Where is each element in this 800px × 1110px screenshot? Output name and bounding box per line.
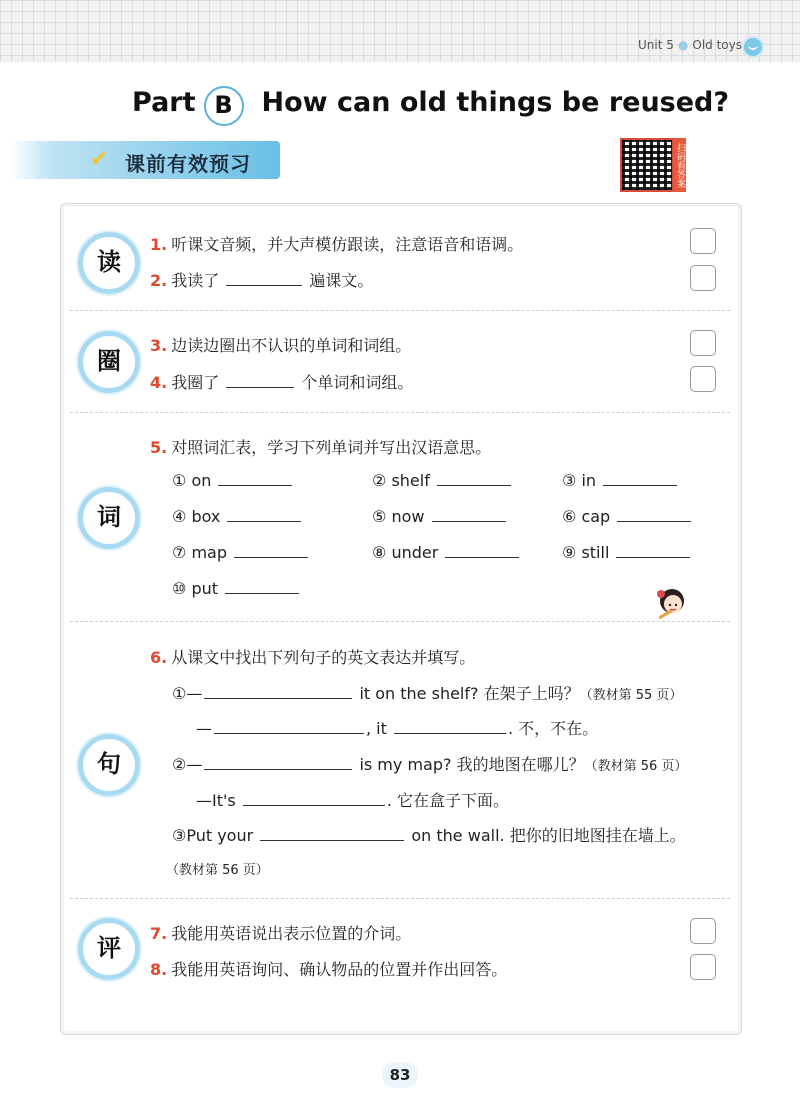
page-title bbox=[132, 86, 729, 126]
item-text-pre: 我圈了 bbox=[171, 373, 220, 392]
sentence-text: it on the shelf? bbox=[359, 684, 479, 703]
vocab-word: in bbox=[581, 471, 597, 490]
fill-blank[interactable] bbox=[616, 543, 690, 558]
checkbox-item-4[interactable] bbox=[690, 366, 716, 392]
item-number: 5. bbox=[150, 438, 168, 457]
fill-blank[interactable] bbox=[226, 373, 294, 388]
checkbox-item-2[interactable] bbox=[690, 265, 716, 291]
sentence-translation: 我的地图在哪儿？ bbox=[456, 755, 585, 774]
vocab-word: under bbox=[391, 543, 439, 562]
dash: — bbox=[196, 719, 212, 738]
badge-words: 词 bbox=[78, 487, 140, 549]
vocab-word: still bbox=[581, 543, 610, 562]
vocab-item bbox=[562, 543, 692, 562]
item-7 bbox=[150, 921, 411, 944]
section-divider bbox=[70, 621, 730, 622]
sentence-translation: 在架子上吗？ bbox=[483, 684, 580, 703]
title-question: How can old things be reused? bbox=[261, 87, 730, 118]
vocab-number: ③ bbox=[562, 471, 577, 490]
vocab-word: on bbox=[191, 471, 212, 490]
title-part: Part bbox=[132, 87, 196, 118]
item-number: 6. bbox=[150, 648, 168, 667]
badge-sentences: 句 bbox=[78, 734, 140, 796]
header-grid-strip bbox=[0, 0, 800, 62]
textbook-reference: （教材第 55 页） bbox=[579, 688, 683, 703]
item-number: 4. bbox=[150, 373, 168, 392]
vocab-item bbox=[562, 507, 693, 526]
item-text-pre: 我读了 bbox=[171, 271, 220, 290]
section-divider bbox=[70, 310, 730, 311]
vocab-word: shelf bbox=[391, 471, 430, 490]
item-text: 我能用英语询问、确认物品的位置并作出回答。 bbox=[171, 960, 508, 979]
vocab-number: ② bbox=[372, 471, 387, 490]
item-4 bbox=[150, 370, 413, 393]
title-part-letter: B bbox=[204, 86, 244, 126]
sentence-translation: . 它在盒子下面。 bbox=[386, 791, 510, 810]
vocab-number: ⑤ bbox=[372, 507, 387, 526]
fill-blank[interactable] bbox=[243, 791, 385, 806]
vocab-item bbox=[172, 579, 301, 598]
sentence-number: ① bbox=[172, 684, 187, 703]
vocab-number: ⑦ bbox=[172, 543, 187, 562]
sentence-text: —It's bbox=[196, 791, 236, 810]
fill-blank[interactable] bbox=[226, 271, 302, 286]
item-number: 3. bbox=[150, 336, 168, 355]
sentence-text: is my map? bbox=[359, 755, 452, 774]
fill-blank[interactable] bbox=[603, 471, 677, 486]
vocab-item bbox=[172, 507, 303, 526]
fill-blank[interactable] bbox=[204, 684, 352, 699]
item-text: 听课文音频，并大声模仿跟读，注意语音和语调。 bbox=[171, 235, 524, 254]
badge-circle: 圈 bbox=[78, 331, 140, 393]
checkbox-item-3[interactable] bbox=[690, 330, 716, 356]
item-text: 边读边圈出不认识的单词和词组。 bbox=[171, 336, 412, 355]
qr-code[interactable] bbox=[620, 138, 686, 192]
item-3 bbox=[150, 333, 411, 356]
vocab-word: put bbox=[191, 579, 219, 598]
unit-topic: Old toys bbox=[692, 38, 742, 52]
badge-evaluate: 评 bbox=[78, 918, 140, 980]
item-number: 7. bbox=[150, 924, 168, 943]
item-6 bbox=[150, 645, 475, 668]
sentence-text: , it bbox=[366, 719, 387, 738]
vocab-item bbox=[372, 471, 513, 490]
section-banner bbox=[10, 141, 280, 179]
textbook-reference: （教材第 56 页） bbox=[166, 863, 269, 878]
sentence-1b bbox=[196, 716, 598, 739]
sentence-translation: 把你的旧地图挂在墙上。 bbox=[509, 826, 686, 845]
vocab-item bbox=[372, 543, 521, 562]
vocab-item bbox=[562, 471, 679, 490]
vocab-word: now bbox=[391, 507, 425, 526]
vocab-item bbox=[172, 543, 310, 562]
vocab-item bbox=[372, 507, 508, 526]
qr-tag: 扫码看答案 bbox=[673, 138, 686, 192]
sentence-text: on the wall. bbox=[411, 826, 505, 845]
item-text: 对照词汇表，学习下列单词并写出汉语意思。 bbox=[171, 438, 492, 457]
checkbox-item-7[interactable] bbox=[690, 918, 716, 944]
sentence-text: Put your bbox=[186, 826, 254, 845]
dash: — bbox=[186, 684, 203, 703]
vocab-word: map bbox=[191, 543, 227, 562]
sentence-number: ② bbox=[172, 755, 187, 774]
sentence-2a bbox=[172, 752, 687, 775]
item-5 bbox=[150, 435, 491, 458]
vocab-number: ④ bbox=[172, 507, 187, 526]
vocab-item bbox=[172, 471, 294, 490]
item-text: 我能用英语说出表示位置的介词。 bbox=[171, 924, 412, 943]
item-number: 2. bbox=[150, 271, 168, 290]
item-text: 从课文中找出下列句子的英文表达并填写。 bbox=[171, 648, 476, 667]
vocab-number: ⑧ bbox=[372, 543, 387, 562]
checkbox-item-8[interactable] bbox=[690, 954, 716, 980]
sentence-1a bbox=[172, 681, 682, 704]
vocab-number: ⑨ bbox=[562, 543, 577, 562]
checkbox-item-1[interactable] bbox=[690, 228, 716, 254]
badge-read: 读 bbox=[78, 232, 140, 294]
vocab-word: cap bbox=[581, 507, 611, 526]
page-number: 83 bbox=[382, 1062, 418, 1088]
qr-code-icon bbox=[620, 138, 674, 192]
fill-blank[interactable] bbox=[234, 543, 308, 558]
fill-blank[interactable] bbox=[617, 507, 691, 522]
item-number: 8. bbox=[150, 960, 168, 979]
item-2 bbox=[150, 268, 373, 291]
textbook-reference: （教材第 56 页） bbox=[584, 759, 688, 774]
smile-face-icon bbox=[742, 36, 764, 58]
unit-label bbox=[638, 38, 742, 52]
fill-blank[interactable] bbox=[445, 543, 519, 558]
vocab-word: box bbox=[191, 507, 221, 526]
sentence-translation: . 不，不在。 bbox=[507, 719, 599, 738]
item-text-post: 遍课文。 bbox=[309, 271, 374, 290]
dash: — bbox=[186, 755, 203, 774]
item-1 bbox=[150, 232, 523, 255]
exercise-box bbox=[60, 203, 742, 1035]
fill-blank[interactable] bbox=[437, 471, 511, 486]
checkmark-icon: ✔ bbox=[90, 147, 109, 172]
section-divider bbox=[70, 898, 730, 899]
fill-blank[interactable] bbox=[432, 507, 506, 522]
fill-blank[interactable] bbox=[260, 826, 404, 841]
fill-blank[interactable] bbox=[204, 755, 352, 770]
fill-blank[interactable] bbox=[225, 579, 299, 594]
girl-mascot-icon bbox=[652, 583, 692, 623]
fill-blank[interactable] bbox=[214, 719, 364, 734]
separator-dot-icon: ● bbox=[677, 38, 689, 52]
vocab-number: ① bbox=[172, 471, 187, 490]
sentence-2b bbox=[196, 788, 509, 811]
fill-blank[interactable] bbox=[394, 719, 506, 734]
section-divider bbox=[70, 412, 730, 413]
vocab-number: ⑥ bbox=[562, 507, 577, 526]
fill-blank[interactable] bbox=[227, 507, 301, 522]
sentence-number: ③ bbox=[172, 826, 187, 845]
unit-number: Unit 5 bbox=[638, 38, 674, 52]
item-text-post: 个单词和词组。 bbox=[301, 373, 414, 392]
vocab-number: ⑩ bbox=[172, 579, 187, 598]
item-8 bbox=[150, 957, 507, 980]
banner-label: 课前有效预习 bbox=[125, 152, 251, 176]
sentence-3 bbox=[172, 823, 686, 846]
item-number: 1. bbox=[150, 235, 168, 254]
fill-blank[interactable] bbox=[218, 471, 292, 486]
